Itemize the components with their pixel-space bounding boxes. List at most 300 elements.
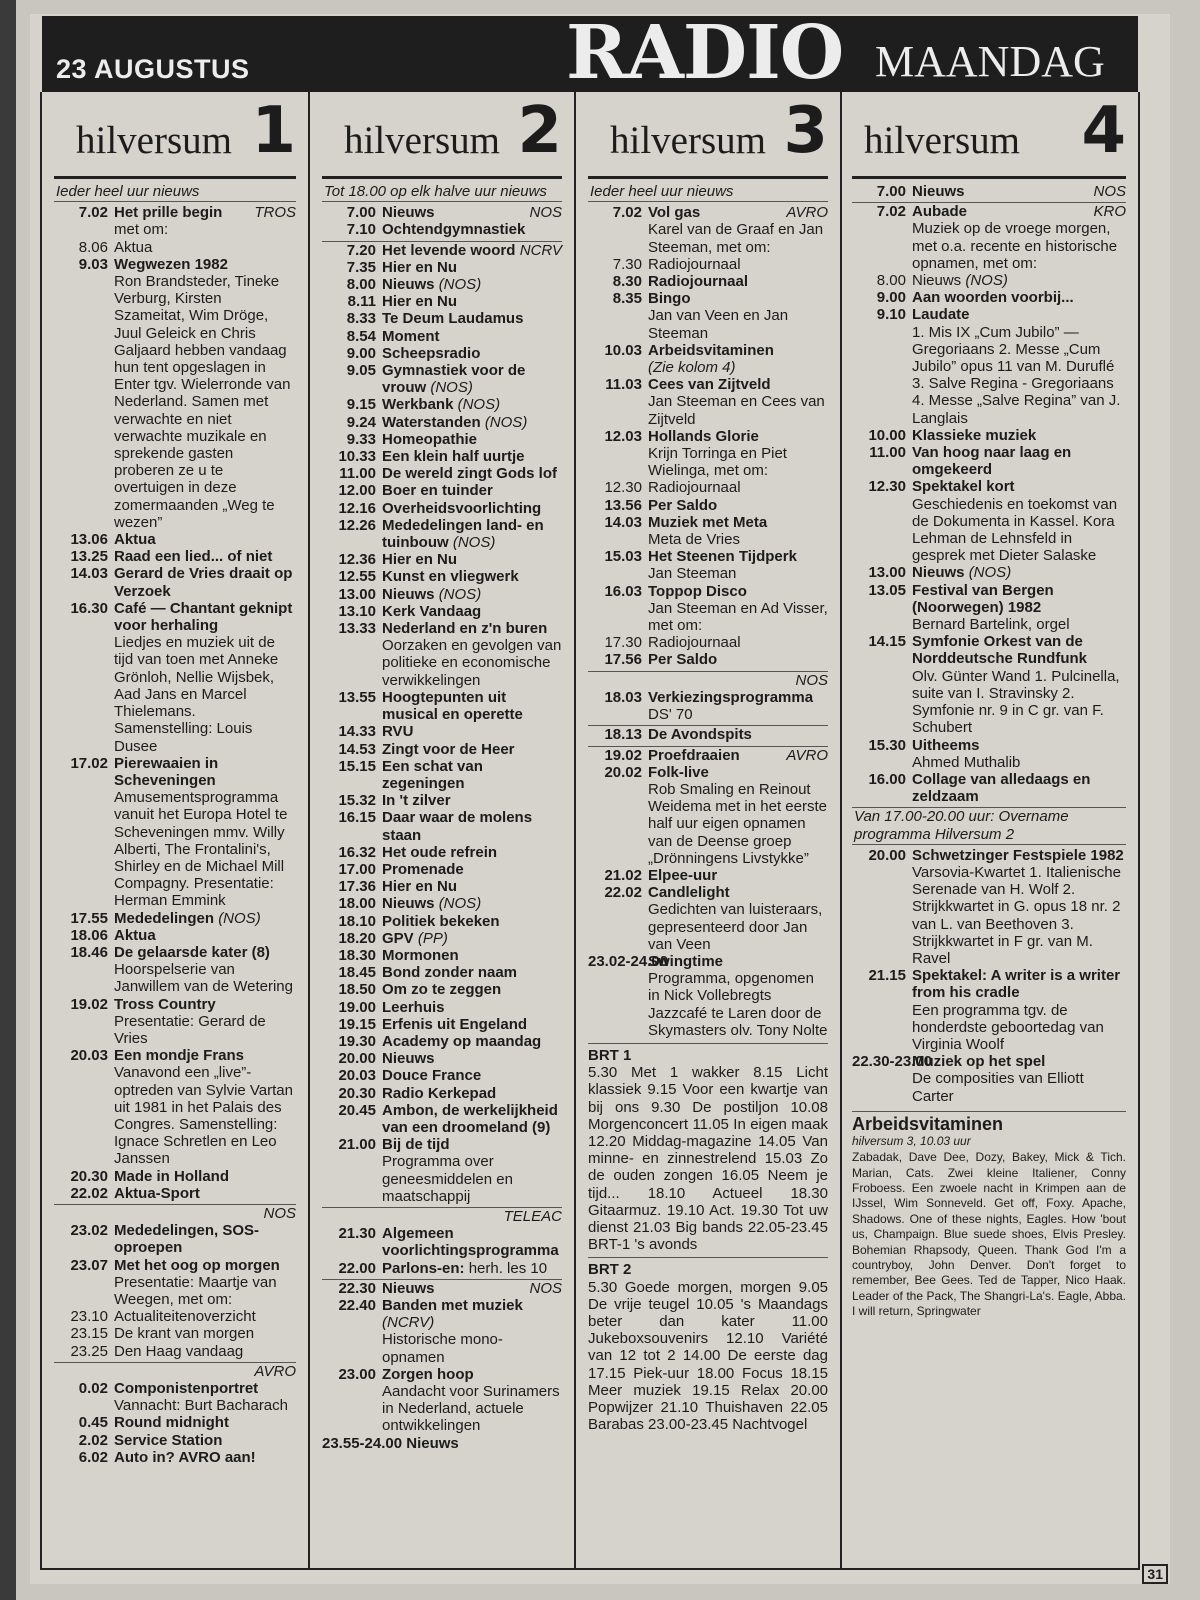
program-time: 13.56 [604, 496, 642, 514]
brt-schedule: 5.30 Met 1 wakker 8.15 Licht klassiek 9.15 Voor een kwartje van bij ons 9.30 De postiljon 10.08 Morgenconcert 11.05 In eigen maak 12.20 Middag-magazine 14.05 Van minne- en zinnestrelend 15.03 Zo de ouden zongen 16.05 Neem je tijd... 18.10 Actueel 18.30 Gitaarmuz. 19.10 Act. 19.30 Tot uw dienst 21.03 Big bands 22.05-23.45 BRT-1 's avonds [588, 1064, 828, 1254]
program-entry [322, 809, 562, 843]
program-time: 21.02 [604, 866, 642, 884]
program-entry [54, 1168, 296, 1185]
program-content [382, 1280, 562, 1297]
program-entry [322, 689, 562, 723]
program-title: Tross Country [114, 995, 216, 1013]
program-content [114, 565, 296, 599]
program-description: Jan Steeman [648, 565, 737, 583]
program-entry [588, 256, 828, 273]
program-time: 20.30 [70, 1167, 108, 1185]
channel-number: 1 [251, 94, 296, 168]
magazine-page [30, 10, 1170, 1584]
program-content [114, 600, 296, 755]
program-content [912, 967, 1126, 1053]
program-description: Krijn Torringa en Piet Wielinga, met om: [648, 445, 787, 480]
program-entry [322, 500, 562, 517]
broadcaster-tag: (NOS) [965, 272, 1008, 290]
program-time: 23.00 [338, 1365, 376, 1383]
program-title: Om zo te zeggen [382, 981, 502, 999]
program-title: Elpee-uur [648, 866, 718, 884]
program-time: 16.00 [868, 770, 906, 788]
program-time: 7.02 [612, 204, 642, 222]
program-content [912, 564, 1126, 581]
header-day: MAANDAG [875, 37, 1105, 86]
program-time: 9.00 [876, 289, 906, 307]
program-content [648, 497, 828, 514]
program-time: 19.02 [70, 995, 108, 1013]
program-entry [322, 259, 562, 276]
program-content [648, 514, 828, 548]
program-time: 13.25 [70, 548, 108, 566]
header-date: 23 AUGUSTUS [56, 54, 250, 84]
program-title: Een schat van zegeningen [382, 757, 483, 792]
program-entry [322, 1033, 562, 1050]
program-title: Nieuws [912, 183, 965, 200]
program-time: 16.32 [338, 843, 376, 861]
program-title: Swingtime [648, 952, 724, 970]
program-title: Algemeen voorlichtingsprogramma [382, 1225, 559, 1260]
program-time: 17.02 [70, 754, 108, 772]
program-content [382, 741, 562, 758]
arbeidsvitaminen-title: Arbeidsvitaminen [852, 1111, 1126, 1133]
program-time: 18.10 [338, 912, 376, 930]
overname-note: Van 17.00-20.00 uur: Overname programma Hilversum 2 [852, 808, 1126, 844]
broadcaster-label: AVRO [786, 746, 828, 764]
program-entry [588, 651, 828, 668]
program-time: 17.55 [70, 909, 108, 927]
program-title: Academy op maandag [382, 1032, 542, 1050]
program-title: Een klein half uurtje [382, 448, 525, 466]
program-content [648, 726, 828, 743]
program-entry [54, 1222, 296, 1256]
program-content [648, 376, 828, 428]
program-title: Toppop Disco [648, 582, 747, 600]
program-entry [54, 204, 296, 238]
program-time: 6.02 [78, 1448, 108, 1466]
program-title: Per Saldo [648, 651, 718, 669]
program-title: Het Steenen Tijdperk [648, 548, 797, 566]
program-entry [54, 1257, 296, 1309]
program-time: 11.00 [339, 465, 376, 483]
program-title: Aubade [912, 203, 968, 221]
program-content [648, 428, 828, 480]
program-content [382, 981, 562, 998]
program-time: 12.00 [338, 482, 376, 500]
program-title: De wereld zingt Gods lof [382, 465, 558, 483]
program-time: 20.00 [868, 846, 906, 864]
program-time: 15.32 [338, 792, 376, 810]
program-content [648, 204, 828, 256]
program-description: 1. Mis IX „Cum Jubilo” — Gregoriaans 2. Messe „Cum Jubilo” opus 11 van M. Duruflé 3. Salve Regina - Gregoriaans 4. Messe „Salve Regina” van J. Langlais [912, 323, 1121, 427]
program-description: Een programma tgv. de honderdste geboortedag van Virginia Woolf [912, 1001, 1104, 1053]
program-time: 12.55 [338, 568, 376, 586]
program-time: 20.02 [604, 763, 642, 781]
program-entry [322, 345, 562, 362]
schedule-list [54, 204, 296, 1466]
program-title: Wegwezen 1982 [114, 255, 228, 273]
program-entry [852, 564, 1126, 581]
program-title: Radiojournaal [648, 634, 741, 652]
program-title: Mededelingen, SOS-oproepen [114, 1222, 260, 1257]
program-content [648, 290, 828, 342]
program-content [382, 310, 562, 327]
program-time: 13.06 [70, 531, 108, 549]
program-entry [852, 272, 1126, 289]
program-entry [322, 448, 562, 465]
program-description: Vanavond een „live”-optreden van Sylvie Vartan uit 1981 in het Palais des Congres. Samenstelling: Ignace Schretlen en Leo Janssen [114, 1064, 293, 1168]
program-time: 17.00 [338, 860, 376, 878]
program-content [382, 1102, 562, 1136]
program-description: Aandacht voor Surinamers in Nederland, actuele ontwikkelingen [382, 1383, 560, 1435]
program-title: Muziek op het spel [912, 1053, 1046, 1071]
program-entry [852, 633, 1126, 736]
program-content [382, 221, 562, 238]
program-entry [322, 861, 562, 878]
program-title: Nieuws [382, 1050, 435, 1068]
program-entry [588, 204, 828, 256]
program-title: Mededelingen land- en tuinbouw [382, 516, 544, 552]
program-time: 7.00 [876, 183, 906, 200]
schedule-body [310, 179, 574, 1452]
program-time: 23.07 [70, 1256, 108, 1274]
program-time: 22.40 [338, 1297, 376, 1314]
program-title: Made in Holland [114, 1167, 230, 1185]
program-entry [322, 878, 562, 895]
program-time: 18.13 [604, 726, 642, 744]
program-content [912, 1053, 1126, 1105]
program-time: 22.30-23.00 [852, 1053, 933, 1071]
program-content [382, 345, 562, 362]
program-title: Nieuws [382, 585, 435, 603]
program-entry [852, 582, 1126, 634]
brt-schedule: 5.30 Goede morgen, morgen 9.05 De vrije teugel 10.05 's Maandags beter dan kater 11.00 Jukeboxsouvenirs 12.10 Variété van 12 tot 2 14.00 De eerste dag 17.15 Piek-uur 18.00 Focus 18.15 Meer muziek 19.15 Relax 20.00 Popwijzer 21.10 Thuishaven 22.05 Barabas 23.00-23.45 Nachtvogel [588, 1278, 828, 1434]
program-entry [322, 310, 562, 327]
program-entry [54, 548, 296, 565]
program-entry [852, 183, 1126, 200]
program-title: Waterstanden [382, 413, 481, 431]
program-content [114, 204, 296, 238]
program-content [648, 256, 828, 273]
program-content [114, 755, 296, 910]
program-content [382, 242, 562, 259]
program-title: Folk-live [648, 763, 709, 781]
schedule-grid [40, 92, 1140, 1570]
program-time: 19.15 [338, 1015, 376, 1033]
program-time: 2.02 [78, 1431, 108, 1449]
program-title: Radio Kerkepad [382, 1084, 497, 1102]
program-entry [54, 755, 296, 910]
program-content [114, 1168, 296, 1185]
program-title: Daar waar de molens staan [382, 809, 533, 844]
channel-number: 3 [783, 94, 828, 168]
program-entry [322, 293, 562, 310]
column-hilversum-4 [840, 92, 1138, 1568]
program-description: (Zie kolom 4) [648, 359, 736, 377]
program-entry [322, 1260, 562, 1277]
program-content [382, 500, 562, 517]
program-title: Laudate [912, 306, 970, 324]
program-title: Kunst en vliegwerk [382, 568, 519, 586]
program-entry [322, 1366, 562, 1435]
program-time: 8.11 [347, 293, 376, 311]
program-entry [322, 1050, 562, 1067]
program-time: 23.10 [70, 1308, 108, 1326]
program-content [382, 276, 562, 293]
program-title: Round midnight [114, 1414, 229, 1432]
program-title: Uitheems [912, 736, 980, 754]
program-time: 16.15 [338, 809, 376, 827]
program-title: Nederland en z'n buren [382, 620, 548, 638]
program-entry [852, 203, 1126, 272]
program-time: 14.15 [868, 633, 906, 651]
program-description: Jan Steeman en Cees van Zijtveld [648, 393, 825, 428]
program-time: 18.06 [70, 926, 108, 944]
program-title: Service Station [114, 1431, 223, 1449]
program-time: 15.03 [604, 548, 642, 566]
broadcaster-label: KRO [1093, 203, 1126, 221]
brt-title: BRT 2 [588, 1261, 632, 1279]
program-time: 23.15 [70, 1325, 108, 1343]
program-time: 9.10 [876, 306, 906, 324]
program-title: Het prille begin [114, 204, 223, 222]
program-time: 7.35 [346, 258, 376, 276]
program-content [382, 414, 562, 431]
program-entry [322, 551, 562, 568]
program-description: Hoorspelserie van Janwillem van de Wetering [114, 961, 293, 996]
brt-title: BRT 1 [588, 1046, 632, 1064]
program-content [382, 844, 562, 861]
program-description: Olv. Günter Wand 1. Pulcinella, suite van I. Stravinsky 2. Symfonie nr. 9 in C gr. van F. Schubert [912, 667, 1120, 737]
program-time: 12.26 [338, 516, 376, 534]
program-content [114, 1308, 296, 1325]
program-entry [322, 947, 562, 964]
program-entry [588, 497, 828, 514]
program-content [382, 1260, 562, 1277]
program-entry [322, 1102, 562, 1136]
program-content [382, 1067, 562, 1084]
program-content [912, 306, 1126, 426]
program-content [912, 633, 1126, 736]
program-description: Varsovia-Kwartet 1. Italienische Serenade van H. Wolf 2. Strijkkwartet in G. opus 18 nr. 2 van L. van Beethoven 3. Strijkkwartet in F gr. van M. Ravel [912, 863, 1121, 967]
program-time: 18.00 [338, 895, 376, 913]
program-entry [322, 242, 562, 259]
program-title: Ochtendgymnastiek [382, 221, 526, 239]
program-content [114, 1257, 296, 1309]
program-content [382, 293, 562, 310]
channel-header [852, 92, 1126, 179]
header-radio-title: RADIO [566, 10, 844, 96]
program-time: 13.05 [868, 581, 906, 599]
program-title: Hier en Nu [382, 258, 458, 276]
program-description: De composities van Elliott Carter [912, 1070, 1084, 1105]
program-content [382, 1136, 562, 1205]
broadcaster-tag: (NOS) [484, 413, 528, 431]
column-hilversum-2 [308, 92, 574, 1568]
broadcaster-label: NOS [529, 1279, 562, 1297]
program-content [114, 944, 296, 996]
program-time: 12.16 [338, 499, 376, 517]
program-title: Banden met muziek [382, 1297, 523, 1314]
channel-note: Ieder heel uur nieuws [54, 183, 296, 202]
program-entry [588, 634, 828, 651]
program-time: 12.30 [604, 479, 642, 497]
program-entry [322, 792, 562, 809]
program-time: 7.00 [346, 204, 376, 222]
program-time: 20.00 [338, 1050, 376, 1068]
program-entry [54, 1432, 296, 1449]
program-entry [588, 548, 828, 582]
program-title: Hoogtepunten uit musical en operette [382, 688, 523, 724]
program-content [114, 1380, 296, 1414]
program-content [382, 328, 562, 345]
program-description: Presentatie: Maartje van Weegen, met om: [114, 1273, 277, 1308]
broadcaster-tag: (NOS) [452, 534, 496, 552]
program-entry [322, 1280, 562, 1297]
program-title: Moment [382, 327, 440, 345]
program-title: Aktua [114, 531, 156, 549]
channel-note: Ieder heel uur nieuws [588, 183, 828, 202]
program-time: 23.02 [70, 1222, 108, 1240]
program-title: Spektakel kort [912, 478, 1015, 496]
program-entry [322, 844, 562, 861]
program-content [114, 910, 296, 927]
program-time: 13.00 [338, 585, 376, 603]
program-time: 20.03 [70, 1047, 108, 1065]
program-time: 21.15 [868, 967, 906, 985]
program-time: 9.15 [346, 396, 376, 414]
program-entry [322, 895, 562, 912]
program-content [912, 427, 1126, 444]
program-title: De Avondspits [648, 726, 752, 744]
broadcaster-tag: (NOS) [218, 909, 261, 927]
program-content [382, 620, 562, 689]
program-title: RVU [382, 723, 414, 741]
program-content [382, 723, 562, 740]
program-entry [54, 256, 296, 531]
program-content [912, 272, 1126, 289]
program-time: 8.54 [346, 327, 376, 345]
program-content [382, 758, 562, 792]
program-content [912, 444, 1126, 478]
program-entry [588, 726, 828, 743]
program-title: Te Deum Laudamus [382, 310, 524, 328]
program-title: Aktua [114, 926, 156, 944]
program-entry [588, 290, 828, 342]
program-entry [54, 565, 296, 599]
program-title: Werkbank [382, 396, 454, 414]
program-entry [322, 981, 562, 998]
channel-header [588, 92, 828, 179]
program-entry [54, 996, 296, 1048]
program-entry [322, 414, 562, 431]
program-description: Presentatie: Gerard de Vries [114, 1012, 266, 1047]
program-entry [322, 999, 562, 1016]
program-title: Hier en Nu [382, 293, 458, 311]
program-entry [588, 273, 828, 290]
program-title: Gerard de Vries draait op Verzoek [114, 565, 293, 600]
program-title: Douce France [382, 1067, 482, 1085]
program-title: Cees van Zijtveld [648, 376, 771, 394]
column-hilversum-1 [42, 92, 308, 1568]
program-description: Karel van de Graaf en Jan Steeman, met om: [648, 221, 824, 256]
program-time: 14.03 [604, 513, 642, 531]
program-title: Mededelingen [114, 909, 215, 927]
program-content [114, 996, 296, 1048]
program-entry [852, 771, 1126, 805]
program-entry [322, 1136, 562, 1205]
program-description: Jan Steeman en Ad Visser, met om: [648, 599, 828, 635]
program-title: Scheepsradio [382, 344, 481, 362]
program-content [648, 342, 828, 376]
program-time: 16.30 [70, 599, 108, 617]
program-content [382, 259, 562, 276]
program-content [114, 927, 296, 944]
program-entry [54, 910, 296, 927]
program-entry [852, 289, 1126, 306]
program-title: In 't zilver [382, 792, 451, 810]
program-description: Oorzaken en gevolgen van politieke en economische verwikkelingen [382, 637, 562, 689]
schedule-list [322, 204, 562, 1452]
program-title: Ambon, de werkelijkheid van een droomeland (9) [382, 1101, 558, 1136]
program-content [912, 183, 1126, 200]
program-entry [322, 568, 562, 585]
broadcaster-tag: (NOS) [968, 564, 1012, 582]
program-title: Pierewaaien in Scheveningen [114, 754, 219, 789]
broadcaster-tag: (NOS) [430, 379, 473, 397]
program-time: 9.33 [346, 430, 376, 448]
program-entry [322, 758, 562, 792]
program-title: De gelaarsde kater (8) [114, 943, 270, 961]
broadcaster-tag: (PP) [417, 929, 448, 947]
program-title: Homeopathie [382, 430, 478, 448]
program-entry [852, 427, 1126, 444]
program-title: Verkiezingsprogramma [648, 688, 814, 706]
program-time: 22.30 [338, 1279, 376, 1297]
program-entry [54, 600, 296, 755]
program-title: Café — Chantant geknipt voor herhaling [114, 599, 293, 635]
column-hilversum-3 [574, 92, 840, 1568]
program-time: 19.30 [338, 1032, 376, 1050]
program-title: Spektakel: A writer is a writer from his cradle [912, 967, 1121, 1002]
program-entry [588, 583, 828, 635]
program-content [382, 895, 562, 912]
program-entry [588, 953, 828, 1039]
program-title: Een mondje Frans [114, 1047, 245, 1065]
broadcaster-label: NCRV [519, 241, 562, 259]
program-content [114, 1449, 296, 1466]
program-time: 10.00 [868, 426, 906, 444]
program-entry [852, 737, 1126, 771]
program-title: Het levende woord [382, 241, 516, 259]
program-title: Kerk Vandaag [382, 602, 482, 620]
program-content [648, 953, 828, 1039]
program-entry [322, 1085, 562, 1102]
program-title: Zorgen hoop [382, 1365, 474, 1383]
program-entry [852, 1053, 1126, 1105]
program-time: 8.06 [78, 238, 108, 256]
program-title: Candlelight [648, 884, 730, 902]
program-entry [322, 603, 562, 620]
program-entry [322, 964, 562, 981]
program-entry [852, 306, 1126, 426]
program-description: Bernard Bartelink, orgel [912, 616, 1070, 634]
program-title: Muziek met Meta [648, 513, 768, 531]
program-title: GPV [382, 929, 414, 947]
program-time: 7.20 [346, 241, 376, 259]
program-time: 7.02 [78, 204, 108, 222]
program-entry [588, 764, 828, 867]
